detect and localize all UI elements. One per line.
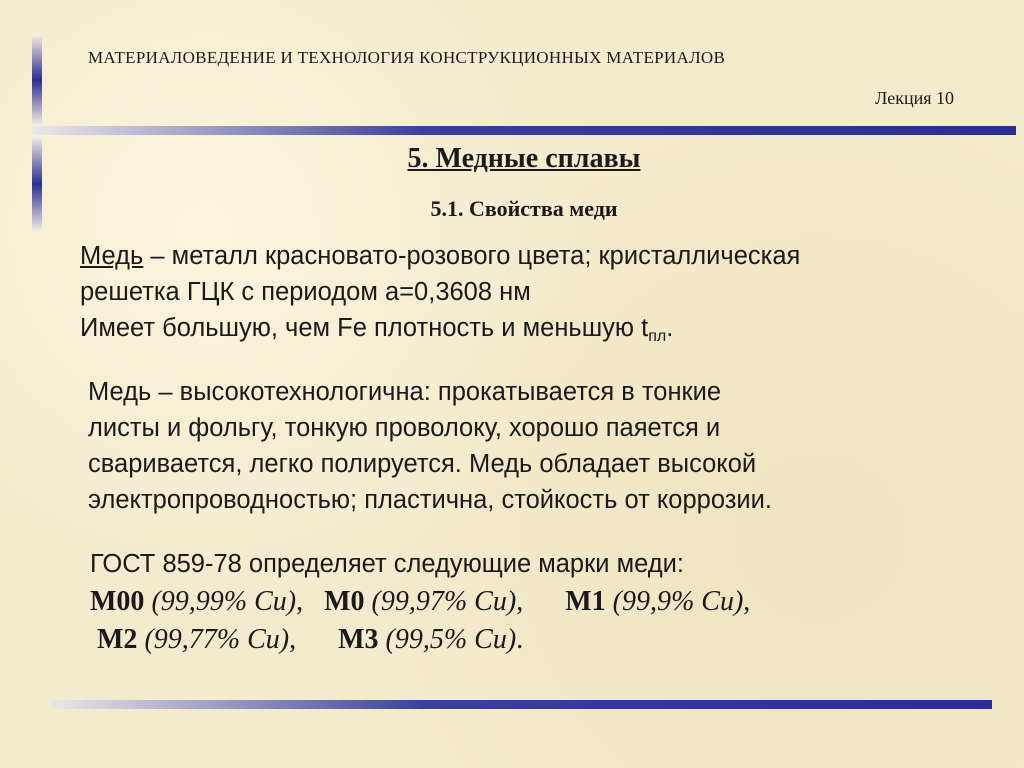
properties-line: сваривается, легко полируется. Медь обладает высокой [88, 450, 757, 478]
grades-line-1 [90, 583, 970, 621]
properties-line: электропроводностью; пластична, стойкость от коррозии. [88, 486, 772, 514]
grade-name: М2 [97, 624, 138, 655]
gost-grades-paragraph [90, 545, 970, 659]
grade-separator: , [743, 586, 751, 617]
decorative-vertical-bar-top [32, 36, 42, 124]
grade-value: (99,97% Cu) [371, 586, 517, 617]
definition-line1: – металл красновато-розового цвета; кристаллическая [143, 242, 801, 270]
definition-line3-end: . [666, 314, 674, 342]
properties-line: листы и фольгу, тонкую проволоку, хорошо паяется и [88, 414, 721, 442]
grade-separator: , [289, 624, 339, 655]
definition-line3: Имеет большую, чем Fe плотность и меньшую t [80, 314, 649, 342]
decorative-horizontal-bar-bottom [52, 700, 992, 709]
course-title: МАТЕРИАЛОВЕДЕНИЕ И ТЕХНОЛОГИЯ КОНСТРУКЦИОННЫХ МАТЕРИАЛОВ [88, 48, 726, 67]
grade-name: М1 [565, 586, 606, 617]
section-title: 5. Медные сплавы [407, 143, 641, 174]
grade-value: (99,5% Cu) [385, 624, 517, 655]
grade-value: (99,9% Cu) [612, 586, 744, 617]
lecture-number: Лекция 10 [875, 88, 954, 108]
grade-separator: , [296, 586, 325, 617]
copper-definition-paragraph [80, 238, 980, 355]
grade-name: М00 [90, 586, 145, 617]
grade-separator: . [516, 624, 524, 655]
decorative-horizontal-bar-top [32, 126, 1016, 135]
term-copper: Медь [80, 242, 144, 270]
grade-value: (99,99% Cu) [151, 586, 297, 617]
definition-line2: решетка ГЦК с периодом а=0,3608 нм [80, 278, 531, 306]
gost-intro: ГОСТ 859-78 определяет следующие марки меди: [90, 550, 684, 578]
melting-subscript: пл [648, 328, 667, 345]
grade-value: (99,77% Cu) [144, 624, 290, 655]
copper-properties-paragraph [88, 374, 968, 518]
grade-separator: , [516, 586, 566, 617]
subsection-title: 5.1. Свойства меди [430, 196, 618, 221]
properties-line: Медь – высокотехнологична: прокатывается в тонкие [88, 378, 722, 406]
grades-line-2 [90, 621, 970, 659]
grade-name: М3 [338, 624, 379, 655]
grade-name: М0 [324, 586, 365, 617]
